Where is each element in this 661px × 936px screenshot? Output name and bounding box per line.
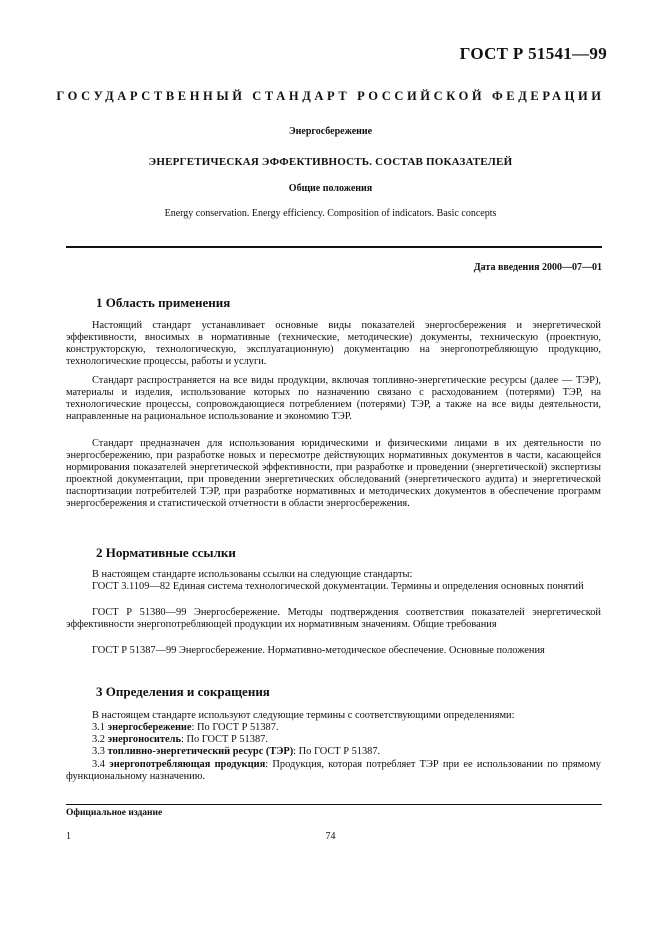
definition-3-2 bbox=[66, 734, 601, 746]
footer-left-number: 1 bbox=[66, 831, 71, 842]
definition-text: : По ГОСТ Р 51387. bbox=[293, 746, 381, 757]
definition-number: 3.2 bbox=[92, 734, 105, 745]
state-standard-title: ГОСУДАРСТВЕННЫЙ СТАНДАРТ РОССИЙСКОЙ ФЕДЕРАЦИИ bbox=[56, 89, 605, 103]
introduction-date: Дата введения 2000—07—01 bbox=[473, 262, 602, 273]
section-1-paragraph-1: Настоящий стандарт устанавливает основные виды показателей энергосбережения и энергетической эффективности, вносимых в нормативные (технические, методические) документы, техническую (проектную, конструкторскую, технологическую, эксплуатационную) документацию на энергопотребляющую продукцию, технологические процессы, работы и услуги. bbox=[66, 320, 601, 367]
definition-term: энергопотребляющая продукция bbox=[109, 759, 266, 770]
section-1-paragraph-2: Стандарт распространяется на все виды продукции, включая топливно-энергетические ресурсы (далее — ТЭР), материалы и изделия, использование которых по назначению связано с расходованием (потерями) ТЭР, на технологические процессы, сопровождающиеся потреблением (потерями) ТЭР, а также на все виды деятельности, направленные на рациональное использование и экономию ТЭР. bbox=[66, 375, 601, 422]
document-subtitle: Общие положения bbox=[288, 183, 373, 194]
footer-divider bbox=[66, 804, 602, 805]
section-1-paragraph-3: Стандарт предназначен для использования юридическими и физическими лицами в их деятельности по энергосбережению, при разработке новых и пересмотре действующих нормативных документов в части, касающейся нормирования показателей энергетической эффективности, при разработке и проведении (энергетической) экспертизы проектной документации, при проведении энергетических обследований (энергетического аудита) и энергетической паспортизации потребителей ТЭР, при разработке нормативных и методических документов в обеспечение программ энергосбережения и статистической отчетности в области энергосбережения. bbox=[66, 438, 601, 509]
page-number: 74 bbox=[325, 831, 336, 842]
section-2-reference-2: ГОСТ Р 51380—99 Энергосбережение. Методы подтверждения соответствия показателей энергетической эффективности энергопотребляющей продукции их нормативным значениям. Общие требования bbox=[66, 607, 601, 630]
definition-text: : По ГОСТ Р 51387. bbox=[180, 734, 268, 745]
section-2-reference-1: ГОСТ 3.1109—82 Единая система технологической документации. Термины и определения основных понятий bbox=[92, 581, 584, 592]
document-title: ЭНЕРГЕТИЧЕСКАЯ ЭФФЕКТИВНОСТЬ. СОСТАВ ПОКАЗАТЕЛЕЙ bbox=[148, 156, 513, 168]
official-edition-label: Официальное издание bbox=[66, 808, 163, 818]
header-divider bbox=[66, 246, 602, 248]
topic-label: Энергосбережение bbox=[288, 126, 373, 137]
definition-number: 3.3 bbox=[92, 746, 105, 757]
section-3-paragraph-1: В настоящем стандарте используют следующие термины с соответствующими определениями: bbox=[92, 710, 515, 721]
definition-3-3 bbox=[66, 746, 601, 758]
standard-code: ГОСТ Р 51541—99 bbox=[459, 44, 607, 63]
definition-term: топливно-энергетический ресурс (ТЭР) bbox=[107, 746, 294, 757]
definition-text: : Продукция, которая потребляет ТЭР при ее использовании по прямому функциональному назначению. bbox=[66, 759, 601, 782]
section-1-heading: 1 Область применения bbox=[96, 295, 231, 310]
definition-number: 3.4 bbox=[92, 759, 105, 770]
definition-3-4 bbox=[66, 759, 601, 783]
section-2-heading: 2 Нормативные ссылки bbox=[96, 545, 236, 560]
english-title: Energy conservation. Energy efficiency. Composition of indicators. Basic concepts bbox=[164, 208, 497, 219]
definition-term: энергоноситель bbox=[107, 734, 181, 745]
definition-number: 3.1 bbox=[92, 722, 105, 733]
definition-text: : По ГОСТ Р 51387. bbox=[191, 722, 279, 733]
section-2-reference-3: ГОСТ Р 51387—99 Энергосбережение. Нормативно-методическое обеспечение. Основные положения bbox=[92, 645, 545, 656]
section-3-heading: 3 Определения и сокращения bbox=[96, 684, 270, 699]
definition-3-1 bbox=[66, 722, 601, 734]
definition-term: энергосбережение bbox=[107, 722, 192, 733]
section-2-paragraph-1: В настоящем стандарте использованы ссылки на следующие стандарты: bbox=[92, 569, 413, 580]
